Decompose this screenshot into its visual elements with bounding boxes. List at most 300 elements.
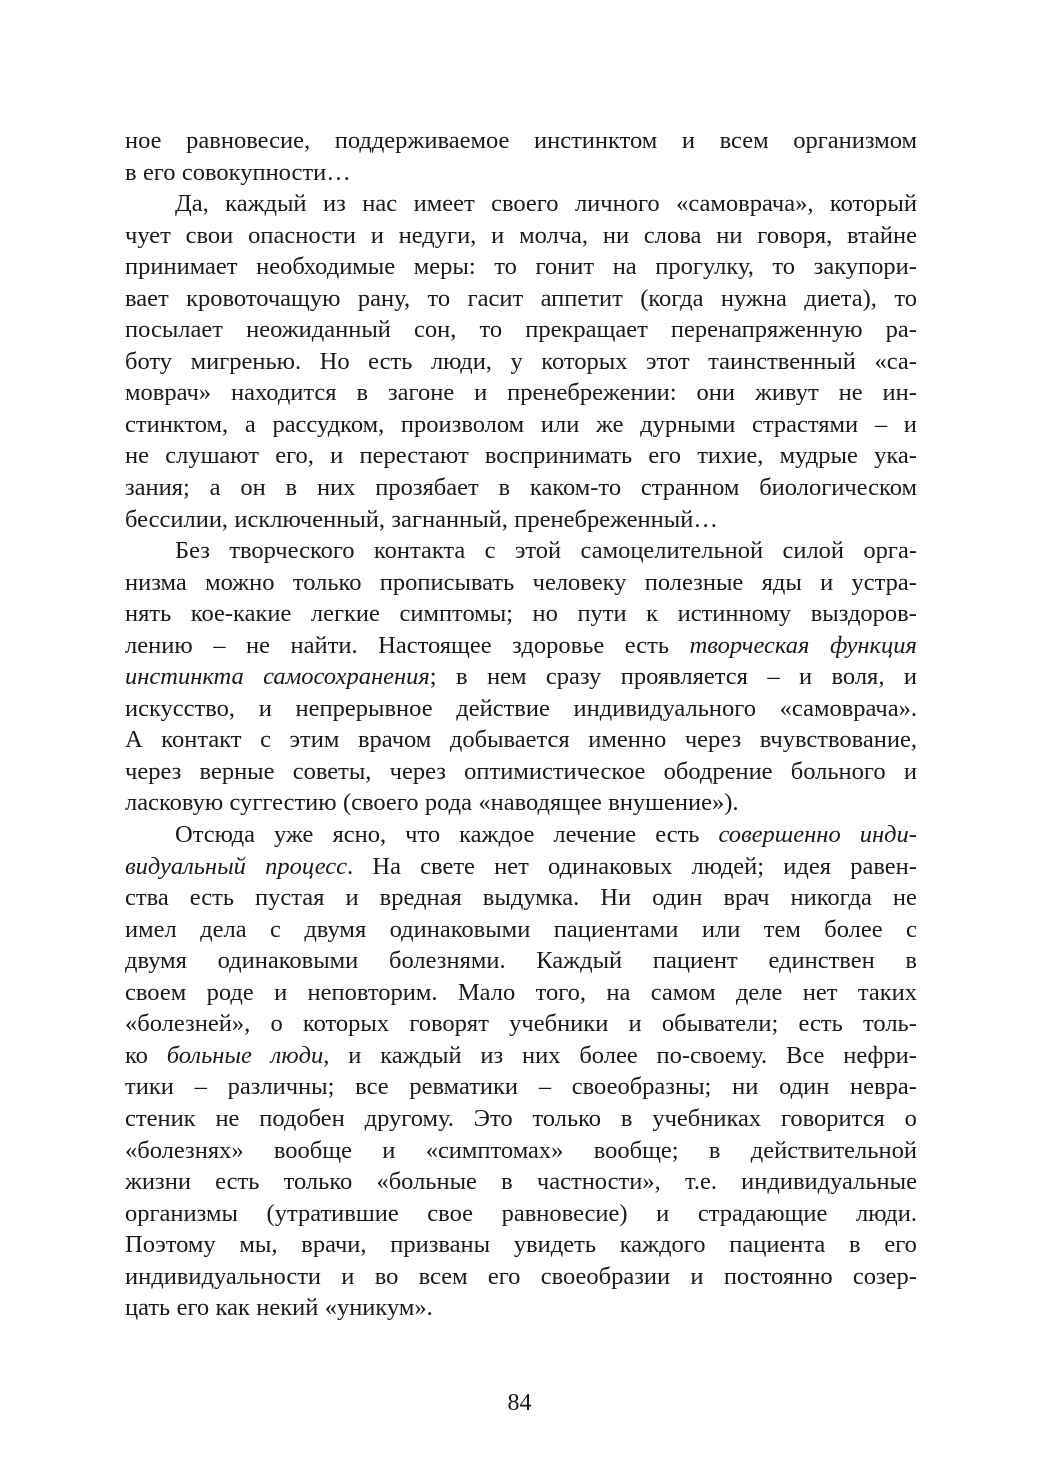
word: посылает [125, 316, 223, 344]
word: закупори- [813, 253, 917, 281]
word: в [620, 1104, 633, 1132]
word: люди. [855, 1199, 917, 1227]
word: и [798, 663, 813, 691]
word: меры: [413, 253, 476, 281]
word: на [612, 253, 637, 281]
word: не [838, 379, 863, 407]
word: совокупности… [181, 158, 351, 186]
word: загнанный, [391, 505, 508, 533]
word: его [142, 158, 176, 186]
word: Каждый [536, 947, 623, 975]
text-line [125, 693, 917, 725]
word: боту [125, 347, 173, 375]
text-line [125, 851, 917, 883]
word: говорится [780, 1104, 885, 1132]
word: есть [655, 821, 700, 849]
word: неожиданный [246, 316, 391, 344]
word: симптомы; [399, 600, 513, 628]
text-line [125, 283, 917, 315]
word: моврач» [125, 379, 212, 407]
word: низма [125, 568, 187, 596]
word: перенапряженную [670, 316, 863, 344]
word: устра- [851, 568, 917, 596]
word: (утратившие [266, 1199, 399, 1227]
word: сразу [545, 663, 602, 691]
word: в [708, 1136, 721, 1164]
word: и [258, 694, 272, 722]
word: в [356, 379, 369, 407]
word: и [341, 1262, 355, 1290]
word: толь- [863, 1010, 917, 1038]
word: т.е. [684, 1168, 717, 1196]
word: нет [494, 852, 529, 880]
text-line [125, 567, 917, 599]
word: и [681, 127, 696, 154]
word: этот [646, 347, 690, 375]
word: Настоящее [378, 631, 492, 659]
word: болезнями. [388, 947, 506, 975]
word: люди, [430, 347, 492, 375]
word: индивидуального [573, 694, 756, 722]
word: того, [535, 978, 587, 1006]
word: А [125, 726, 143, 754]
word: врач [723, 884, 770, 912]
word: диета), [804, 284, 877, 312]
word: вообще; [593, 1136, 679, 1164]
word: и [370, 221, 384, 249]
word: этой [514, 537, 562, 565]
word: инстинкта [125, 663, 244, 691]
word: людей; [691, 852, 765, 880]
text-line [125, 346, 917, 378]
page-number: 84 [507, 1390, 532, 1416]
word: – [213, 631, 226, 659]
word: неповторим. [307, 978, 438, 1006]
word: биологическом [759, 474, 917, 502]
word: его [884, 1231, 917, 1259]
word: силой [782, 537, 845, 565]
word: двумя [125, 947, 187, 975]
word: всем [719, 127, 769, 154]
word: о [270, 1010, 283, 1038]
word: человеку [532, 568, 627, 596]
word: «болезнях» [125, 1136, 244, 1164]
word: мигренью. [190, 347, 302, 375]
word: деле [735, 978, 783, 1006]
word: к [646, 600, 659, 628]
word: Да, [175, 190, 209, 218]
word: них [316, 474, 356, 502]
word: с [906, 915, 917, 943]
word: пренебреженный… [514, 505, 718, 533]
word: из [323, 190, 346, 218]
word: как [215, 1294, 250, 1322]
word: нять [125, 600, 172, 628]
word: и [903, 663, 917, 691]
word: двумя [304, 915, 367, 943]
word: люди, [270, 1041, 330, 1069]
word: они [696, 379, 736, 407]
word: его, [275, 442, 314, 470]
word: слушают [165, 442, 259, 470]
word: действительной [750, 1136, 917, 1164]
word: цать [125, 1294, 171, 1322]
word: самоцелительной [580, 537, 764, 565]
word: и [903, 757, 917, 785]
word: тихие, [697, 442, 764, 470]
word: прекращает [525, 316, 648, 344]
word: ное [125, 127, 162, 154]
word: «уникум». [324, 1294, 433, 1322]
word: нефри- [843, 1041, 917, 1069]
word: же [596, 410, 624, 438]
word: (когда [640, 284, 704, 312]
word: о [904, 1104, 917, 1132]
word: каждое [459, 821, 535, 849]
word: и [474, 379, 488, 407]
word: процесс. [265, 852, 354, 880]
word: «са- [874, 347, 917, 375]
word: прописывать [379, 568, 515, 596]
word: творческая [689, 631, 810, 659]
word: все [355, 1073, 389, 1101]
word: не [125, 442, 149, 470]
word: гонит [535, 253, 595, 281]
word: только [292, 568, 362, 596]
word: стинктом, [125, 410, 229, 438]
word: (своего [342, 789, 419, 817]
word: именно [588, 726, 667, 754]
word: каждый [225, 190, 307, 218]
word: своеобразии [540, 1262, 671, 1290]
word: страдающие [697, 1199, 828, 1227]
word: инди- [859, 821, 917, 849]
word: нас [362, 190, 398, 218]
word: яды [761, 568, 802, 596]
word: самом [650, 978, 716, 1006]
word: которых [302, 1010, 390, 1038]
text-line [125, 314, 917, 346]
word: загоне [387, 379, 455, 407]
word: и [903, 410, 917, 438]
text-line [125, 535, 917, 567]
word: ласковую [125, 789, 224, 817]
word: ра- [885, 316, 917, 344]
word: нет [802, 978, 838, 1006]
word: и [491, 221, 505, 249]
text-line [125, 220, 917, 252]
text-line [125, 125, 917, 157]
word: таинственный [708, 347, 856, 375]
word: бессилии, [125, 505, 229, 533]
word: постоянно [723, 1262, 833, 1290]
word: проявляется [620, 663, 748, 691]
word: – [767, 663, 780, 691]
word: орга- [863, 537, 917, 565]
word: одинаковыми [217, 947, 359, 975]
word: единствен [768, 947, 875, 975]
text-line [125, 1008, 917, 1040]
word: каждый [380, 1041, 462, 1069]
word: обыватели; [661, 1010, 779, 1038]
word: ко [125, 1041, 148, 1069]
word: или [540, 410, 580, 438]
word: его [487, 1262, 521, 1290]
word: рассудком, [272, 410, 385, 438]
word: и [628, 1010, 642, 1038]
word: частности», [536, 1168, 661, 1196]
word: то [479, 316, 503, 344]
word: которых [541, 347, 628, 375]
word: одинаковых [548, 852, 673, 880]
word: призваны [390, 1231, 491, 1259]
word: ука- [874, 442, 917, 470]
word: а [244, 410, 256, 438]
word: увидеть [513, 1231, 596, 1259]
word: некий [256, 1294, 319, 1322]
word: своем [125, 978, 187, 1006]
word: и [690, 1262, 704, 1290]
word: который [829, 190, 917, 218]
word: странном [640, 474, 740, 502]
word: видуальный [125, 852, 246, 880]
text-line [125, 472, 917, 504]
word: действие [456, 694, 550, 722]
word: не [215, 1104, 240, 1132]
word: исключенный, [234, 505, 386, 533]
word: сон, [414, 316, 457, 344]
word: искусство, [125, 694, 236, 722]
word: один [652, 884, 703, 912]
word: принимает [125, 253, 238, 281]
word: рода [424, 789, 472, 817]
text-line [125, 977, 917, 1009]
word: находится [230, 379, 337, 407]
text-line [125, 504, 917, 536]
word: пути [577, 600, 627, 628]
body-text [125, 125, 917, 1324]
word: идея [783, 852, 832, 880]
word: пациентами [553, 915, 679, 943]
text-line [125, 440, 917, 472]
word: на [606, 978, 631, 1006]
word: индивидуальности [125, 1262, 322, 1290]
word: и [820, 568, 834, 596]
word: его [176, 1294, 210, 1322]
word: кое-какие [190, 600, 292, 628]
word: каком-то [529, 474, 622, 502]
word: – [874, 410, 888, 438]
word: роде [206, 978, 254, 1006]
word: с [270, 915, 281, 943]
word: На [372, 852, 401, 880]
text-line [125, 598, 917, 630]
word: ства [125, 884, 169, 912]
word: и [382, 1136, 396, 1164]
word: рану, [357, 284, 411, 312]
word: чует [125, 221, 171, 249]
word: говоря, [757, 221, 833, 249]
word: имеет [413, 190, 475, 218]
text-line [125, 1040, 917, 1072]
word: ревматики [409, 1073, 519, 1101]
word: слова [643, 221, 702, 249]
word: Поэтому [125, 1231, 216, 1259]
word: прозябает [375, 474, 479, 502]
word: больные [166, 1041, 252, 1069]
word: таких [857, 978, 917, 1006]
word: есть [798, 1010, 843, 1038]
text-line [125, 756, 917, 788]
word: суггестию [229, 789, 337, 817]
word: поддерживаемое [334, 127, 510, 154]
word: личного [574, 190, 660, 218]
word: а [209, 474, 221, 502]
word: в [456, 663, 468, 691]
word: во [374, 1262, 399, 1290]
text-line [125, 377, 917, 409]
word: лению [125, 631, 193, 659]
text-line [125, 188, 917, 220]
word: прогулку, [655, 253, 754, 281]
word: с [260, 726, 271, 754]
word: вредная [379, 884, 462, 912]
text-line [125, 1229, 917, 1261]
text-line [125, 1103, 917, 1135]
word: ни [602, 221, 630, 249]
word: но [532, 600, 558, 628]
word: через [684, 726, 742, 754]
text-line [125, 882, 917, 914]
word: тики [125, 1073, 174, 1101]
word: недуги, [398, 221, 477, 249]
word: то [772, 253, 796, 281]
word: воля, [831, 663, 885, 691]
word: свете [420, 852, 475, 880]
word: легкие [310, 600, 380, 628]
word: ни [716, 221, 743, 249]
word: Но [319, 347, 350, 375]
word: дурными [640, 410, 736, 438]
word: не [245, 631, 270, 659]
word: этим [289, 726, 340, 754]
word: и [274, 978, 288, 1006]
word: свое [427, 1199, 473, 1227]
word: аппетит [540, 284, 623, 312]
word: истинному [677, 600, 792, 628]
word: кровоточащую [186, 284, 341, 312]
word: он [240, 474, 266, 502]
word: советы, [292, 757, 372, 785]
word: пациента [729, 1231, 826, 1259]
word: непрерывное [295, 694, 433, 722]
word: организмы [125, 1199, 238, 1227]
word: творческого [229, 537, 355, 565]
word: Отсюда [175, 821, 255, 849]
word: то [427, 284, 451, 312]
word: нужна [720, 284, 787, 312]
word: функция [829, 631, 917, 659]
word: «больные [376, 1168, 477, 1196]
word: уже [274, 821, 314, 849]
word: у [510, 347, 523, 375]
text-line [125, 1198, 917, 1230]
word: жизни [125, 1168, 191, 1196]
word: «наводящее [478, 789, 602, 817]
word: вообще [273, 1136, 352, 1164]
word: добывается [449, 726, 570, 754]
word: один [779, 1073, 830, 1101]
text-line [125, 1292, 917, 1324]
text-line [125, 1261, 917, 1293]
text-line [125, 1135, 917, 1167]
word: или [701, 915, 741, 943]
word: выздоров- [810, 600, 917, 628]
word: вает [125, 284, 169, 312]
word: «болезней», [125, 1010, 251, 1038]
word: и [348, 1041, 362, 1069]
word: самосохранения; [263, 663, 437, 691]
word: более [824, 915, 883, 943]
word: в [849, 1231, 861, 1259]
word: в [125, 158, 137, 186]
text-line [125, 157, 917, 189]
word: говорят [409, 1010, 489, 1038]
text-line [125, 661, 917, 693]
word: одинаковыми [389, 915, 531, 943]
word: в [905, 947, 917, 975]
word: своеобразны; [571, 1073, 712, 1101]
word: равен- [850, 852, 917, 880]
word: страстями [752, 410, 859, 438]
word: втайне [847, 221, 917, 249]
text-line [125, 724, 917, 756]
word: совершенно [718, 821, 841, 849]
word: созер- [852, 1262, 917, 1290]
word: не [892, 884, 917, 912]
word: то [494, 253, 517, 281]
word: необходимые [256, 253, 396, 281]
text-line [125, 787, 917, 819]
word: Все [786, 1041, 825, 1069]
word: здоровье [512, 631, 605, 659]
word: выдумка. [482, 884, 580, 912]
word: и [656, 1199, 670, 1227]
word: живут [754, 379, 819, 407]
word: в [498, 474, 511, 502]
word: пациент [652, 947, 738, 975]
word: молча, [519, 221, 589, 249]
word: никогда [790, 884, 872, 912]
text-line [125, 1071, 917, 1103]
word: вчувствование, [759, 726, 917, 754]
word: свои [185, 221, 234, 249]
word: в [501, 1168, 513, 1196]
word: найти. [290, 631, 358, 659]
word: в [285, 474, 298, 502]
word: «симптомах» [425, 1136, 564, 1164]
word: можно [205, 568, 275, 596]
word: «самоврача». [779, 694, 917, 722]
word: Без [175, 537, 210, 565]
word: стеник [125, 1104, 196, 1132]
word: ни [732, 1073, 759, 1101]
word: мудрые [779, 442, 858, 470]
word: что [405, 821, 441, 849]
word: учебниках [652, 1104, 762, 1132]
word: различны; [227, 1073, 335, 1101]
word: гасит [467, 284, 524, 312]
